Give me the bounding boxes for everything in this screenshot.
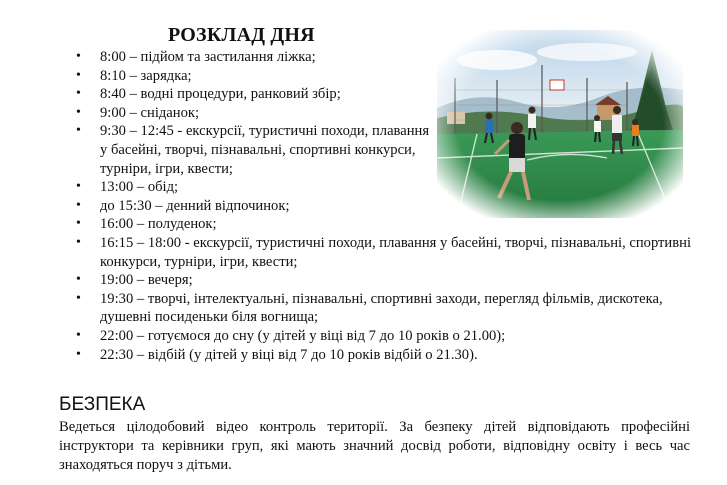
- list-item: [60, 290, 700, 327]
- list-item: [60, 271, 700, 290]
- schedule-item-text: 8:40 – водні процедури, ранковий збір;: [100, 86, 341, 103]
- bullet-icon: •: [76, 86, 81, 102]
- schedule-item-text: 22:00 – готуємося до сну (у дітей у віці від 7 до 10 років о 21.00);: [100, 327, 506, 344]
- schedule-item-text: 9:30 – 12:45 - екскурсії, туристичні походи, плавання у басейні, творчі, пізнавальні, спортивні конкурси, турніри, ігри, квести;: [100, 123, 430, 177]
- list-item: [60, 346, 700, 365]
- bullet-icon: •: [76, 67, 81, 83]
- bullet-icon: •: [76, 234, 81, 250]
- bullet-icon: •: [76, 346, 81, 362]
- bullet-icon: •: [76, 272, 81, 288]
- bullet-icon: •: [76, 216, 81, 232]
- schedule-item-text: 8:10 – зарядка;: [100, 67, 192, 84]
- schedule-item-text: 8:00 – підйом та застилання ліжка;: [100, 49, 316, 65]
- schedule-item-text: 19:30 – творчі, інтелектуальні, пізнавальні, спортивні заходи, перегляд фільмів, дискотека, душевні посиденьки біля вогнища;: [100, 290, 663, 326]
- schedule-item-text: 16:00 – полуденок;: [100, 216, 217, 233]
- schedule-item-text: до 15:30 – денний відпочинок;: [100, 197, 290, 214]
- schedule-item-text: 16:15 – 18:00 - екскурсії, туристичні походи, плавання у басейні, творчі, пізнавальні, спортивні конкурси, турніри, ігри, квести;: [100, 234, 691, 270]
- schedule-item-text: 22:30 – відбій (у дітей у віці від 7 до 10 років відбій о 21.30).: [100, 346, 478, 363]
- bullet-icon: •: [76, 179, 81, 195]
- list-item: [60, 327, 700, 346]
- safety-paragraph: Ведеться цілодобовий відео контроль території. За безпеку дітей відповідають професійні інструктори та керівники груп, які мають значний досвід роботи, відповідну освіту і весь час знаходяться поруч з дітьми.: [59, 419, 690, 473]
- section-title-safety: БЕЗПЕКА: [59, 394, 146, 415]
- schedule-item-text: 9:00 – сніданок;: [100, 104, 200, 121]
- list-item: [60, 234, 700, 271]
- bullet-icon: •: [76, 197, 81, 213]
- sports-field-photo: [437, 30, 683, 218]
- schedule-item-text: 19:00 – вечеря;: [100, 272, 193, 289]
- list-item: [60, 215, 700, 234]
- bullet-icon: •: [76, 327, 81, 343]
- bullet-icon: •: [76, 123, 81, 139]
- bullet-icon: •: [76, 290, 81, 306]
- bullet-icon: •: [76, 104, 81, 120]
- bullet-icon: •: [76, 49, 81, 64]
- page-title: РОЗКЛАД ДНЯ: [168, 24, 315, 46]
- schedule-item-text: 13:00 – обід;: [100, 179, 179, 196]
